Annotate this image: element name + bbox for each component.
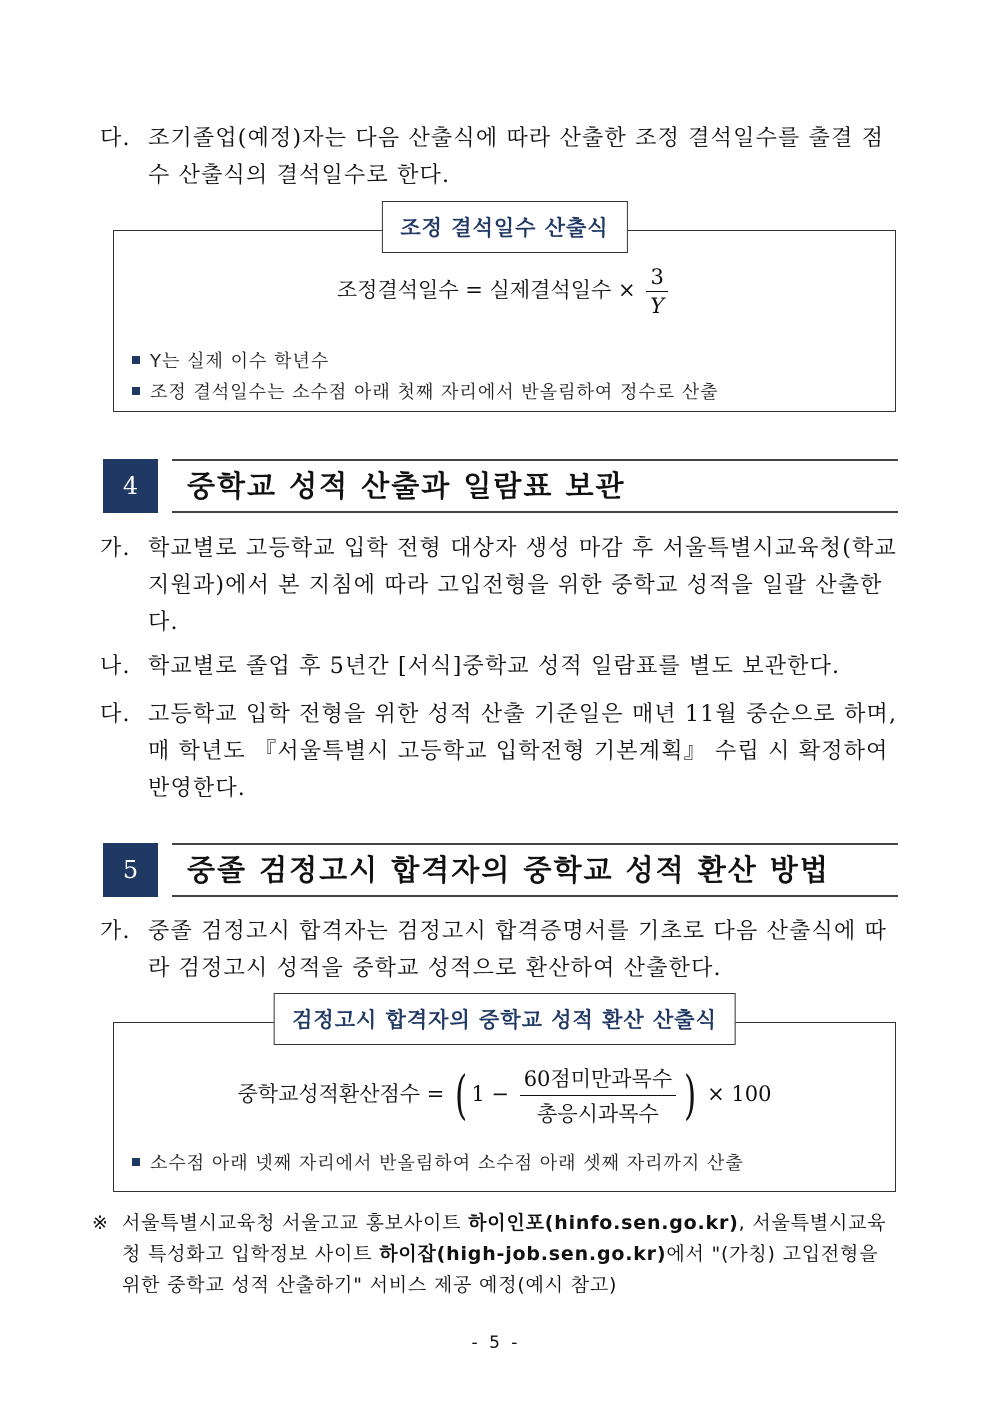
formula-box-title: 조정 결석일수 산출식	[381, 201, 627, 253]
section-title: 중졸 검정고시 합격자의 중학교 성적 환산 방법	[187, 853, 830, 887]
section-number: 4	[103, 459, 158, 513]
right-paren: )	[684, 1065, 697, 1126]
footnote	[92, 1208, 898, 1301]
section-title: 중학교 성적 산출과 일람표 보관	[187, 469, 626, 503]
section-5-header	[103, 843, 898, 897]
item-marker: 다.	[100, 702, 131, 727]
footnote-text: 서울특별시교육청 서울고교 홍보사이트 하이인포(hinfo.sen.go.kr), 서울특별시교육청 특성화고 입학정보 사이트 하이잡(high-job.sen.go.kr)에서 "(가칭) 고입전형을 위한 중학교 성적 산출하기" 서비스 제공 예정(예시 참고)	[122, 1212, 887, 1296]
fraction-numerator: 60점미만과목수	[520, 1063, 676, 1096]
formula-right: × 100	[707, 1082, 772, 1106]
note-item: 조정 결석일수는 소수점 아래 첫째 자리에서 반올림하여 정수로 산출	[132, 377, 719, 408]
paragraph-text: 중졸 검정고시 합격자는 검정고시 합격증명서를 기초로 다음 산출식에 따라 검정고시 성적을 중학교 성적으로 환산하여 산출한다.	[148, 919, 888, 981]
fraction-denominator: Y	[650, 294, 665, 318]
paragraph-ga-calc	[100, 530, 900, 641]
formula-fraction	[520, 1063, 676, 1128]
left-paren: (	[455, 1065, 468, 1126]
paragraph-text: 고등학교 입학 전형을 위한 성적 산출 기준일은 매년 11월 중순으로 하며, 매 학년도 『서울특별시 고등학교 입학전형 기본계획』 수립 시 확정하여 반영한다.	[148, 702, 898, 801]
link-high-job[interactable]: 하이잡(high-job.sen.go.kr)	[379, 1243, 667, 1265]
divider	[172, 843, 898, 845]
divider	[172, 511, 898, 513]
ged-conversion-formula	[114, 1063, 895, 1128]
formula-one-minus: 1 −	[471, 1082, 509, 1106]
section-4-header	[103, 459, 898, 513]
formula-left: 중학교성적환산점수 =	[237, 1082, 445, 1106]
divider	[172, 895, 898, 897]
paragraph-text: 조기졸업(예정)자는 다음 산출식에 따라 산출한 조정 결석일수를 출결 점수 산출식의 결석일수로 한다.	[148, 126, 885, 188]
formula-box-ged-conversion	[113, 1008, 896, 1192]
item-marker: 다.	[100, 126, 131, 151]
link-hinfo[interactable]: 하이인포(hinfo.sen.go.kr)	[468, 1212, 739, 1234]
section-number: 5	[103, 843, 158, 897]
paragraph-text: 학교별로 졸업 후 5년간 [서식]중학교 성적 일람표를 별도 보관한다.	[148, 654, 841, 679]
formula-box-title: 검정고시 합격자의 중학교 성적 환산 산출식	[273, 993, 736, 1045]
square-bullet-icon	[132, 356, 140, 364]
divider	[172, 459, 898, 461]
item-marker: 가.	[100, 919, 131, 944]
note-item: Y는 실제 이수 학년수	[132, 346, 719, 377]
paragraph-ga-ged	[100, 913, 900, 987]
paragraph-text: 학교별로 고등학교 입학 전형 대상자 생성 마감 후 서울특별시교육청(학교지원과)에서 본 지침에 따라 고입전형을 위한 중학교 성적을 일괄 산출한다.	[148, 536, 897, 635]
fraction-numerator: 3	[646, 265, 668, 292]
paragraph-da-reference-date	[100, 696, 900, 807]
item-marker: 나.	[100, 654, 131, 679]
square-bullet-icon	[132, 387, 140, 395]
formula-left: 조정결석일수 = 실제결석일수 ×	[336, 278, 636, 302]
formula-fraction	[646, 265, 668, 318]
fraction-denominator: 총응시과목수	[537, 1102, 659, 1126]
adjusted-absence-formula	[114, 265, 895, 318]
formula-notes	[132, 1148, 744, 1179]
paragraph-na-storage	[100, 648, 900, 685]
formula-notes	[132, 346, 719, 408]
reference-mark-icon: ※	[92, 1212, 109, 1234]
page-number: - 5 -	[471, 1333, 521, 1353]
square-bullet-icon	[132, 1158, 140, 1166]
note-item: 소수점 아래 넷째 자리에서 반올림하여 소수점 아래 셋째 자리까지 산출	[132, 1148, 744, 1179]
item-marker: 가.	[100, 536, 131, 561]
formula-box-adjusted-absence	[113, 216, 896, 412]
paragraph-da-early-graduation	[100, 120, 900, 194]
